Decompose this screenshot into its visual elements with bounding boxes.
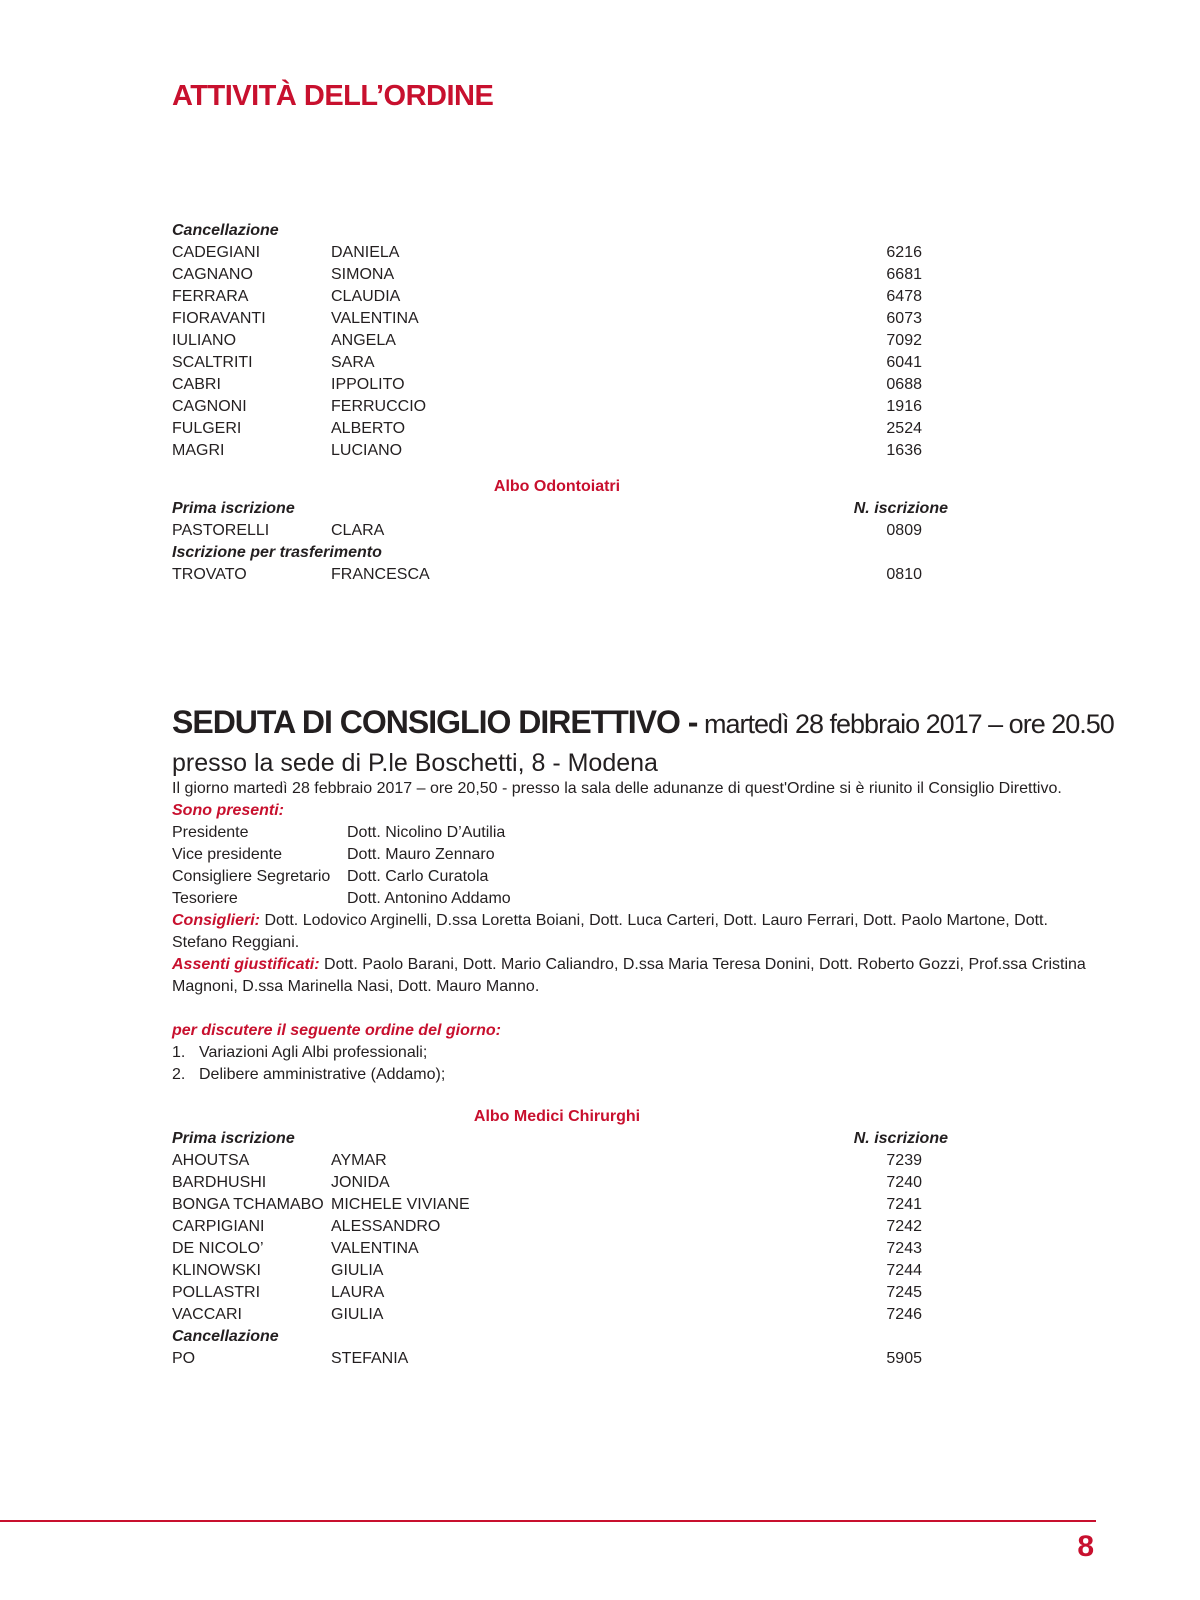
list-item bbox=[172, 374, 942, 396]
officer-role: Vice presidente bbox=[172, 846, 282, 863]
officer-row bbox=[172, 866, 1096, 888]
number-cell: 7092 bbox=[886, 332, 922, 349]
section-title: ATTIVITÀ DELL’ORDINE bbox=[172, 80, 494, 112]
presenti-label: Sono presenti: bbox=[172, 802, 285, 819]
number-cell: 7241 bbox=[886, 1196, 922, 1213]
surname-cell: PO bbox=[172, 1350, 196, 1367]
name-cell: MICHELE VIVIANE bbox=[331, 1196, 470, 1213]
surname-cell: IULIANO bbox=[172, 332, 237, 349]
medici-prima-label: Prima iscrizione bbox=[172, 1130, 295, 1147]
officer-role: Presidente bbox=[172, 824, 249, 841]
surname-cell: BONGA TCHAMABO bbox=[172, 1196, 324, 1213]
surname-cell: MAGRI bbox=[172, 442, 225, 459]
name-cell: STEFANIA bbox=[331, 1350, 409, 1367]
number-cell: 7240 bbox=[886, 1174, 922, 1191]
consiglieri-text: Dott. Lodovico Arginelli, D.ssa Loretta Boiani, Dott. Luca Carteri, Dott. Lauro Ferrari, Dott. Paolo Martone, Dott. Stefano Reggiani. bbox=[172, 912, 1048, 951]
number-cell: 0809 bbox=[886, 522, 922, 539]
number-cell: 6216 bbox=[886, 244, 922, 261]
list-item bbox=[172, 1238, 942, 1260]
agenda-label: per discutere il seguente ordine del giorno: bbox=[172, 1022, 501, 1039]
surname-cell: BARDHUSHI bbox=[172, 1174, 267, 1191]
list-item bbox=[172, 264, 942, 286]
assenti-paragraph bbox=[172, 954, 1096, 998]
surname-cell: CARPIGIANI bbox=[172, 1218, 265, 1235]
surname-cell: DE NICOLO’ bbox=[172, 1240, 264, 1257]
odontoiatri-heading: Albo Odontoiatri bbox=[493, 478, 621, 495]
assenti-text: Dott. Paolo Barani, Dott. Mario Caliandro, D.ssa Maria Teresa Donini, Dott. Roberto Gozzi, Prof.ssa Cristina Magnoni, D.ssa Marinella Nasi, Dott. Mauro Manno. bbox=[172, 956, 1086, 995]
name-cell: AYMAR bbox=[331, 1152, 387, 1169]
name-cell: JONIDA bbox=[331, 1174, 390, 1191]
surname-cell: FIORAVANTI bbox=[172, 310, 266, 327]
footer-rule bbox=[0, 1520, 1096, 1522]
officer-row bbox=[172, 888, 1096, 910]
list-item bbox=[172, 520, 942, 542]
number-cell: 1636 bbox=[886, 442, 922, 459]
list-item bbox=[172, 352, 942, 374]
surname-cell: CADEGIANI bbox=[172, 244, 261, 261]
prima-iscrizione-label: Prima iscrizione bbox=[172, 500, 295, 517]
medici-section bbox=[172, 1106, 948, 1370]
surname-cell: SCALTRITI bbox=[172, 354, 253, 371]
name-cell: DANIELA bbox=[331, 244, 400, 261]
medici-heading: Albo Medici Chirurghi bbox=[473, 1108, 641, 1125]
number-cell: 1916 bbox=[886, 398, 922, 415]
agenda-number: 1. bbox=[172, 1044, 186, 1061]
surname-cell: TROVATO bbox=[172, 566, 247, 583]
agenda-item bbox=[172, 1064, 1096, 1086]
number-cell: 2524 bbox=[886, 420, 922, 437]
list-item bbox=[172, 308, 942, 330]
name-cell: CLARA bbox=[331, 522, 385, 539]
list-item bbox=[172, 1216, 942, 1238]
officer-row bbox=[172, 822, 1096, 844]
assenti-label: Assenti giustificati: bbox=[172, 956, 320, 973]
consiglieri-paragraph bbox=[172, 910, 1096, 954]
number-cell: 6073 bbox=[886, 310, 922, 327]
list-item bbox=[172, 440, 942, 462]
list-item bbox=[172, 1282, 942, 1304]
officer-name: Dott. Mauro Zennaro bbox=[347, 846, 495, 863]
surname-cell: FULGERI bbox=[172, 420, 242, 437]
surname-cell: CAGNANO bbox=[172, 266, 253, 283]
seduta-title-main: SEDUTA DI CONSIGLIO DIRETTIVO - bbox=[172, 704, 698, 740]
number-cell: 7246 bbox=[886, 1306, 922, 1323]
list-item bbox=[172, 396, 942, 418]
list-item bbox=[172, 1150, 942, 1172]
seduta-place: presso la sede di P.le Boschetti, 8 - Modena bbox=[172, 749, 658, 777]
agenda-number: 2. bbox=[172, 1066, 186, 1083]
list-item bbox=[172, 1172, 942, 1194]
officer-name: Dott. Antonino Addamo bbox=[347, 890, 511, 907]
name-cell: CLAUDIA bbox=[331, 288, 401, 305]
surname-cell: FERRARA bbox=[172, 288, 249, 305]
name-cell: LAURA bbox=[331, 1284, 385, 1301]
seduta-date: martedì 28 febbraio 2017 – ore 20.50 bbox=[697, 709, 1114, 739]
officer-role: Consigliere Segretario bbox=[172, 868, 331, 885]
officer-name: Dott. Carlo Curatola bbox=[347, 868, 489, 885]
odontoiatri-section bbox=[172, 476, 948, 586]
seduta-intro: Il giorno martedì 28 febbraio 2017 – ore 20,50 - presso la sala delle adunanze di quest'Ordine si è riunito il Consiglio Direttivo. bbox=[172, 780, 1062, 797]
officer-name: Dott. Nicolino D’Autilia bbox=[347, 824, 506, 841]
n-iscrizione-label: N. iscrizione bbox=[853, 500, 948, 517]
name-cell: IPPOLITO bbox=[331, 376, 405, 393]
name-cell: VALENTINA bbox=[331, 1240, 419, 1257]
surname-cell: POLLASTRI bbox=[172, 1284, 261, 1301]
number-cell: 7239 bbox=[886, 1152, 922, 1169]
surname-cell: AHOUTSA bbox=[172, 1152, 250, 1169]
seduta-body bbox=[172, 778, 1096, 1086]
officer-role: Tesoriere bbox=[172, 890, 238, 907]
name-cell: ALBERTO bbox=[331, 420, 406, 437]
list-item bbox=[172, 418, 942, 440]
name-cell: SARA bbox=[331, 354, 375, 371]
name-cell: LUCIANO bbox=[331, 442, 403, 459]
name-cell: ANGELA bbox=[331, 332, 396, 349]
list-item bbox=[172, 1304, 942, 1326]
surname-cell: CAGNONI bbox=[172, 398, 247, 415]
medici-cancellazione-label: Cancellazione bbox=[172, 1328, 279, 1345]
agenda-item bbox=[172, 1042, 1096, 1064]
name-cell: FRANCESCA bbox=[331, 566, 430, 583]
surname-cell: VACCARI bbox=[172, 1306, 242, 1323]
trasferimento-label: Iscrizione per trasferimento bbox=[172, 544, 382, 561]
number-cell: 6478 bbox=[886, 288, 922, 305]
number-cell: 6041 bbox=[886, 354, 922, 371]
surname-cell: CABRI bbox=[172, 376, 221, 393]
number-cell: 7245 bbox=[886, 1284, 922, 1301]
name-cell: SIMONA bbox=[331, 266, 395, 283]
number-cell: 0688 bbox=[886, 376, 922, 393]
number-cell: 7244 bbox=[886, 1262, 922, 1279]
cancellazione-label: Cancellazione bbox=[172, 222, 279, 239]
seduta-title bbox=[172, 702, 1114, 744]
list-item bbox=[172, 1194, 942, 1216]
medici-n-iscrizione-label: N. iscrizione bbox=[853, 1130, 948, 1147]
list-item bbox=[172, 242, 942, 264]
agenda-text: Delibere amministrative (Addamo); bbox=[199, 1066, 446, 1083]
list-item bbox=[172, 1260, 942, 1282]
list-item bbox=[172, 1348, 942, 1370]
agenda-text: Variazioni Agli Albi professionali; bbox=[199, 1044, 428, 1061]
officer-row bbox=[172, 844, 1096, 866]
name-cell: GIULIA bbox=[331, 1306, 384, 1323]
surname-cell: KLINOWSKI bbox=[172, 1262, 261, 1279]
surname-cell: PASTORELLI bbox=[172, 522, 270, 539]
number-cell: 0810 bbox=[886, 566, 922, 583]
page-number: 8 bbox=[1077, 1530, 1094, 1563]
name-cell: FERRUCCIO bbox=[331, 398, 427, 415]
number-cell: 6681 bbox=[886, 266, 922, 283]
consiglieri-label: Consiglieri: bbox=[172, 912, 261, 929]
number-cell: 7243 bbox=[886, 1240, 922, 1257]
name-cell: VALENTINA bbox=[331, 310, 419, 327]
name-cell: ALESSANDRO bbox=[331, 1218, 441, 1235]
list-item bbox=[172, 564, 942, 586]
cancellazione-list bbox=[172, 220, 942, 462]
number-cell: 7242 bbox=[886, 1218, 922, 1235]
number-cell: 5905 bbox=[886, 1350, 922, 1367]
name-cell: GIULIA bbox=[331, 1262, 384, 1279]
list-item bbox=[172, 286, 942, 308]
list-item bbox=[172, 330, 942, 352]
